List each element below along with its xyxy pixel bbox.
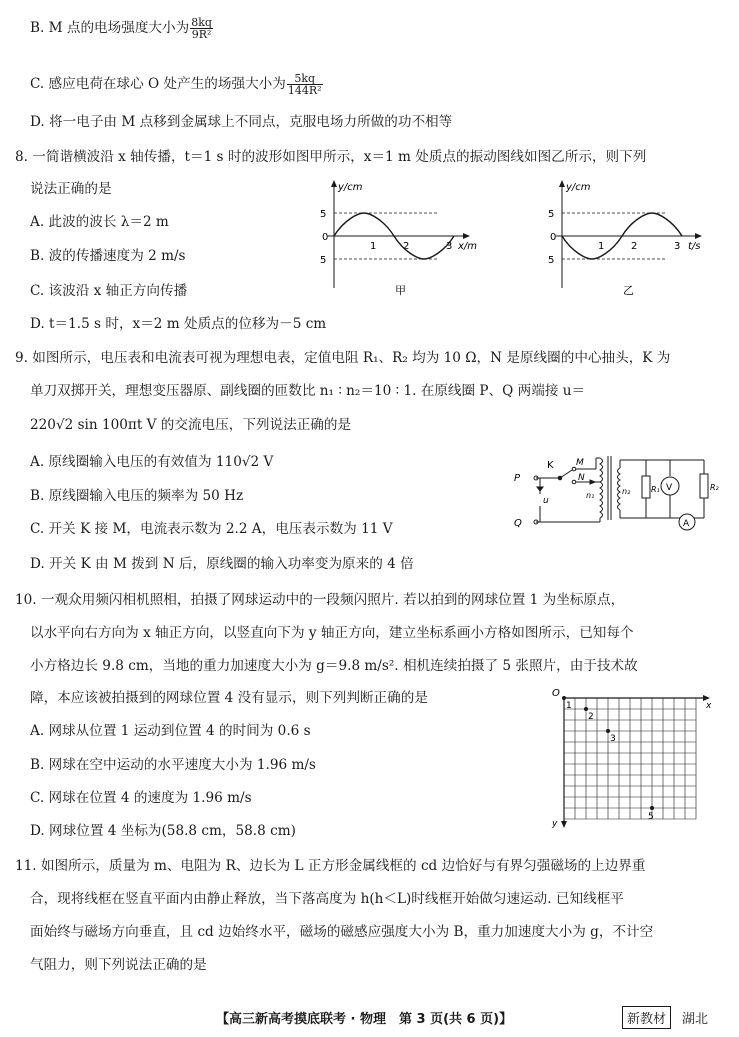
yi-ylabel: y/cm [566, 182, 591, 193]
jia-xtick-1: 1 [370, 241, 377, 252]
circuit-label-u: u [543, 496, 549, 506]
circuit-label-m: M [576, 458, 584, 468]
jia-ytick-top: 5 [320, 209, 327, 220]
q11-stem-line1: 11. 如图所示，质量为 m、电阻为 R、边长为 L 正方形金属线框的 cd 边恰好与有界匀强磁场的上边界重 [15, 858, 646, 874]
ammeter-label: A [683, 519, 690, 529]
q10-option-b: B. 网球在空中运动的水平速度大小为 1.96 m/s [30, 757, 316, 773]
q10-option-d: D. 网球位置 4 坐标为(58.8 cm，58.8 cm) [30, 823, 296, 839]
q7-option-b: B. M 点的电场强度大小为 $\frac{8kq}{\text{9R²}}$ [30, 16, 212, 41]
grid-y-label: y [552, 819, 558, 829]
q9-stem-line2: 单刀双掷开关，理想变压器原、副线圈的匝数比 n₁ ∶ n₂＝10 ∶ 1. 在原线圈 P、Q 两端接 u＝ [30, 383, 586, 399]
grid-point-1: 1 [566, 701, 572, 711]
q7-option-c: C. 感应电荷在球心 O 处产生的场强大小为 $\frac{5kq}{\text{144R²}}$ [30, 72, 322, 97]
q8-stem-line2: 说法正确的是 [30, 181, 112, 197]
circuit-label-q: Q [514, 518, 522, 529]
yi-ytick-top: 5 [548, 209, 555, 220]
yi-xlabel: t/s [688, 241, 701, 252]
jia-ylabel: y/cm [338, 182, 363, 193]
jia-ytick-bottom: 5 [320, 255, 327, 266]
yi-ytick-zero: 0 [550, 232, 557, 243]
yi-xtick-3: 3 [674, 241, 681, 252]
circuit-label-k: K [547, 460, 554, 471]
yi-xtick-2: 2 [631, 241, 638, 252]
q10-stem-line1: 10. 一观众用频闪相机照相，拍摄了网球运动中的一段频闪照片. 若以拍到的网球位置 1 为坐标原点， [15, 592, 625, 608]
q10-stem-line4: 障，本应该被拍摄到的网球位置 4 没有显示，则下列判断正确的是 [30, 690, 428, 706]
circuit-label-n1: n₁ [586, 491, 595, 500]
jia-caption: 甲 [395, 284, 406, 297]
circuit-label-r2: R₂ [710, 483, 719, 492]
grid-point-2: 2 [588, 712, 594, 722]
grid-point-3: 3 [610, 734, 616, 744]
q8-option-c: C. 该波沿 x 轴正方向传播 [30, 283, 188, 299]
footer-exam-title: 【高三新高考摸底联考 · 物理 第 3 页(共 6 页)】 [216, 1012, 513, 1027]
q9-stem-line1: 9. 如图所示，电压表和电流表可视为理想电表，定值电阻 R₁、R₂ 均为 10 Ω，N 是原线圈的中心抽头，K 为 [15, 350, 671, 366]
strobe-grid [548, 688, 718, 834]
yi-caption: 乙 [623, 284, 634, 297]
page-footer [0, 1004, 739, 1030]
jia-xlabel: x/m [458, 241, 478, 252]
footer-region: 湖北 [682, 1012, 709, 1027]
circuit-label-p: P [514, 473, 521, 484]
circuit-label-n: N [578, 473, 585, 483]
yi-ytick-bottom: 5 [548, 255, 555, 266]
footer-new-textbook-badge: 新教材 [622, 1006, 671, 1029]
circuit-label-r1: R₁ [651, 485, 660, 494]
q8-option-b: B. 波的传播速度为 2 m/s [30, 248, 186, 264]
yi-xtick-1: 1 [598, 241, 605, 252]
q10-option-a: A. 网球从位置 1 运动到位置 4 的时间为 0.6 s [30, 723, 311, 739]
q10-option-c: C. 网球在位置 4 的速度为 1.96 m/s [30, 790, 252, 806]
jia-xtick-2: 2 [403, 241, 410, 252]
grid-origin-label: O [552, 688, 560, 699]
q7-option-d: D. 将一电子由 M 点移到金属球上不同点，克服电场力所做的功不相等 [30, 114, 453, 130]
grid-point-5: 5 [648, 812, 654, 822]
vibration-graph-yi [546, 176, 716, 298]
q10-stem-line3: 小方格边长 9.8 cm，当地的重力加速度大小为 g＝9.8 m/s². 相机连续拍摄了 5 张照片，由于技术故 [30, 658, 638, 674]
circuit-label-n2: n₂ [622, 487, 631, 496]
q10-stem-line2: 以水平向右方向为 x 轴正方向，以竖直向下为 y 轴正方向，建立坐标系画小方格如图所示，已知每个 [30, 625, 634, 641]
q8-option-d: D. t＝1.5 s 时，x＝2 m 处质点的位移为－5 cm [30, 316, 327, 332]
q9-option-c: C. 开关 K 接 M，电流表示数为 2.2 A，电压表示数为 11 V [30, 521, 393, 537]
q9-option-b: B. 原线圈输入电压的频率为 50 Hz [30, 488, 244, 504]
q11-stem-line2: 合，现将线框在竖直平面内由静止释放，当下落高度为 h(h＜L)时线框开始做匀速运动. 已知线框平 [30, 891, 624, 907]
q8-option-a: A. 此波的波长 λ＝2 m [30, 214, 169, 230]
q8-stem-line1: 8. 一简谐横波沿 x 轴传播，t＝1 s 时的波形如图甲所示，x＝1 m 处质点的振动图线如图乙所示，则下列 [15, 149, 647, 165]
q11-stem-line3: 面始终与磁场方向垂直，且 cd 边始终水平，磁场的磁感应强度大小为 B，重力加速度大小为 g，不计空 [30, 924, 654, 940]
q9-option-a: A. 原线圈输入电压的有效值为 110√2 V [30, 454, 274, 470]
transformer-circuit [510, 450, 722, 538]
jia-xtick-3: 3 [446, 241, 453, 252]
q11-stem-line4: 气阻力，则下列说法正确的是 [30, 957, 207, 973]
q9-stem-line3: 220√2 sin 100πt V 的交流电压，下列说法正确的是 [30, 417, 352, 433]
q9-option-d: D. 开关 K 由 M 拨到 N 后，原线圈的输入功率变为原来的 4 倍 [30, 556, 414, 572]
jia-ytick-zero: 0 [322, 232, 329, 243]
voltmeter-label: V [666, 483, 673, 493]
grid-x-label: x [706, 701, 712, 711]
wave-graph-jia [318, 176, 488, 298]
